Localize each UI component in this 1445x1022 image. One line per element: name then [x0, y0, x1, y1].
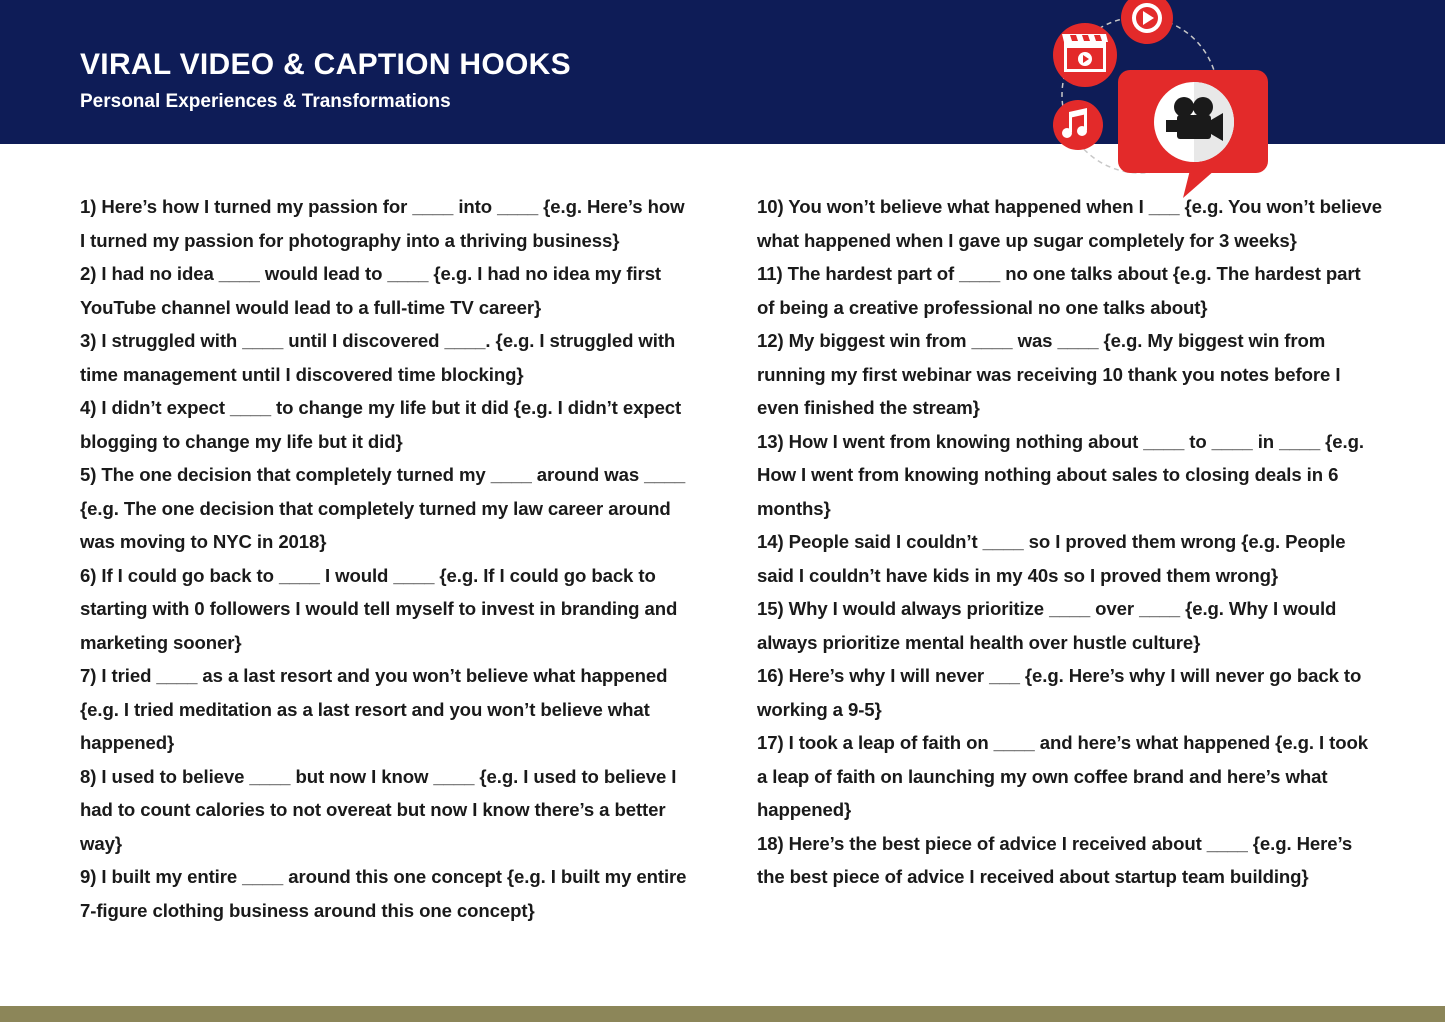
- music-note-icon: [1053, 100, 1103, 150]
- hook-item: 15) Why I would always prioritize ____ over ____ {e.g. Why I would always prioritize mental health over hustle culture}: [757, 598, 1337, 653]
- hook-item: 2) I had no idea ____ would lead to ____ {e.g. I had no idea my first YouTube channel would lead to a full-time TV career}: [80, 263, 662, 318]
- hooks-list-left: [80, 190, 690, 927]
- hook-item: 3) I struggled with ____ until I discovered ____. {e.g. I struggled with time management until I discovered time blocking}: [80, 330, 676, 385]
- hook-item: 4) I didn’t expect ____ to change my life but it did {e.g. I didn’t expect blogging to change my life but it did}: [80, 397, 682, 452]
- footer-bar: [0, 1006, 1445, 1022]
- hook-item: 16) Here’s why I will never ___ {e.g. Here’s why I will never go back to working a 9-5}: [757, 665, 1362, 720]
- hook-item: 1) Here’s how I turned my passion for ____ into ____ {e.g. Here’s how I turned my passion for photography into a thriving business}: [80, 196, 685, 251]
- hook-item: 5) The one decision that completely turned my ____ around was ____ {e.g. The one decision that completely turned my law career around was moving to NYC in 2018}: [80, 464, 686, 552]
- hook-item: 12) My biggest win from ____ was ____ {e.g. My biggest win from running my first webinar was receiving 10 thank you notes before I even finished the stream}: [757, 330, 1341, 418]
- hook-item: 13) How I went from knowing nothing about ____ to ____ in ____ {e.g. How I went from knowing nothing about sales to closing deals in 6 months}: [757, 430, 1364, 519]
- hooks-list-right: [757, 190, 1382, 894]
- hook-item: 7) I tried ____ as a last resort and you won’t believe what happened {e.g. I tried meditation as a last resort and you won’t believe what happened}: [80, 665, 668, 753]
- hook-item: 11) The hardest part of ____ no one talks about {e.g. The hardest part of being a creative professional no one talks about}: [757, 263, 1361, 318]
- hook-item: 18) Here’s the best piece of advice I received about ____ {e.g. Here’s the best piece of advice I received about startup team building}: [757, 832, 1353, 887]
- hook-item: 8) I used to believe ____ but now I know ____ {e.g. I used to believe I had to count calories to not overeat but now I know there’s a better way}: [80, 765, 677, 854]
- hook-item: 6) If I could go back to ____ I would ____ {e.g. If I could go back to starting with 0 followers I would tell myself to invest in branding and marketing sooner}: [80, 564, 678, 653]
- hook-item: 17) I took a leap of faith on ____ and here’s what happened {e.g. I took a leap of faith on launching my own coffee brand and here’s what happened}: [757, 732, 1368, 820]
- play-icon: [1121, 0, 1173, 44]
- clapperboard-icon: [1053, 23, 1117, 87]
- page-title: VIRAL VIDEO & CAPTION HOOKS: [80, 48, 571, 81]
- hook-item: 9) I built my entire ____ around this one concept {e.g. I built my entire 7-figure clothing business around this one concept}: [80, 866, 687, 921]
- hook-item: 14) People said I couldn’t ____ so I proved them wrong {e.g. People said I couldn’t have kids in my 40s so I proved them wrong}: [757, 531, 1346, 586]
- page-subtitle: Personal Experiences & Transformations: [80, 91, 451, 112]
- hook-item: 10) You won’t believe what happened when I ___ {e.g. You won’t believe what happened when I gave up sugar completely for 3 weeks}: [757, 196, 1382, 251]
- video-illustration: [1040, 0, 1280, 200]
